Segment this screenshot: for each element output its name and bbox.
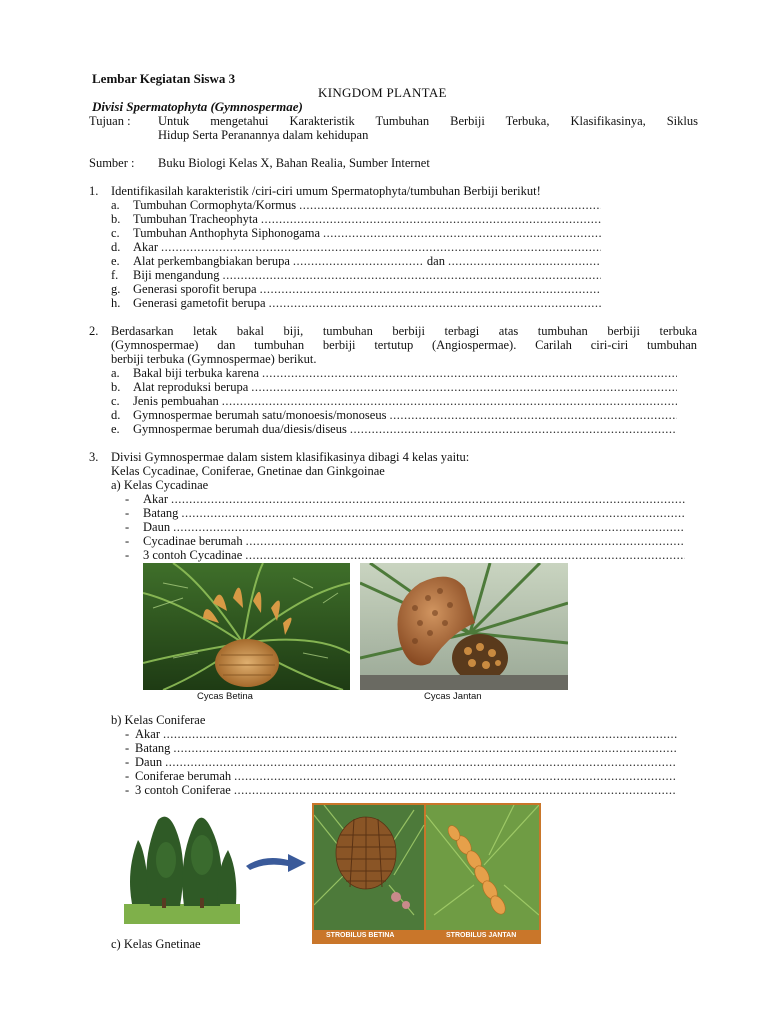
q2-item-mark: d. <box>111 408 121 422</box>
sumber-text: Buku Biologi Kelas X, Bahan Realia, Sumber Internet <box>158 156 430 170</box>
page-title: KINGDOM PLANTAE <box>318 85 447 100</box>
q1-text: Identifikasilah karakteristik /ciri-ciri umum Spermatophyta/tumbuhan Berbiji berikut! <box>111 184 541 198</box>
answer-line[interactable] <box>350 422 677 436</box>
q1-item-and: dan <box>426 254 445 268</box>
coniferae-heading: b) Kelas Coniferae <box>111 713 206 727</box>
cycad-item-label: Batang <box>143 506 179 520</box>
q3-line-1: Divisi Gymnospermae dalam sistem klasifikasinya dibagi 4 kelas yaitu: <box>111 450 470 464</box>
q1-item-mark: b. <box>111 212 121 226</box>
conifer-item-label: 3 contoh Coniferae <box>135 783 231 797</box>
q1-item-label: Tumbuhan Anthophyta Siphonogama <box>133 226 321 240</box>
dash-marker: - <box>125 783 130 797</box>
cycadinae-heading: a) Kelas Cycadinae <box>111 478 209 492</box>
conifer-item-contoh <box>125 783 677 797</box>
q1-item-g <box>111 282 601 296</box>
q1-item-mark: e. <box>111 254 120 268</box>
answer-line[interactable] <box>251 380 677 394</box>
strobilus-female-label: STROBILUS BETINA <box>326 932 395 939</box>
answer-line[interactable] <box>163 727 677 741</box>
conifer-item-label: Batang <box>135 741 171 755</box>
q1-item-mark: g. <box>111 282 121 296</box>
cycad-item-label: Daun <box>143 520 171 534</box>
q1-item-label: Tumbuhan Tracheophyta <box>133 212 258 226</box>
answer-line[interactable] <box>222 394 677 408</box>
cycas-female-caption: Cycas Betina <box>197 691 253 702</box>
cycas-female-photo <box>143 563 350 690</box>
q1-item-mark: c. <box>111 226 120 240</box>
conifer-item-label: Akar <box>135 727 160 741</box>
dash-marker: - <box>125 534 130 548</box>
cycad-item-berumah <box>125 534 685 548</box>
q1-item-label: Biji mengandung <box>133 268 220 282</box>
cycad-item-akar <box>125 492 685 506</box>
sumber-label: Sumber : <box>89 156 135 170</box>
cycad-item-label: Akar <box>143 492 168 506</box>
q1-item-f <box>111 268 601 282</box>
dash-marker: - <box>125 548 130 562</box>
q2-item-label: Bakal biji terbuka karena <box>133 366 259 380</box>
dash-marker: - <box>125 492 130 506</box>
strobilus-male-label: STROBILUS JANTAN <box>446 932 517 939</box>
q1-item-label: Generasi gametofit berupa <box>133 296 266 310</box>
cycad-item-contoh <box>125 548 685 562</box>
conifer-item-berumah <box>125 769 677 783</box>
dash-marker: - <box>125 769 130 783</box>
arrow-icon <box>244 850 308 874</box>
tujuan-label: Tujuan : <box>89 114 131 128</box>
q1-number: 1. <box>89 184 99 198</box>
q1-item-c <box>111 226 601 240</box>
answer-line[interactable] <box>299 198 601 212</box>
conifer-item-daun <box>125 755 677 769</box>
answer-line[interactable] <box>234 769 677 783</box>
q1-item-label: Generasi sporofit berupa <box>133 282 257 296</box>
q1-item-mark: h. <box>111 296 121 310</box>
dash-marker: - <box>125 755 130 769</box>
tujuan-line-2: Hidup Serta Peranannya dalam kehidupan <box>158 128 369 142</box>
q2-item-e <box>111 422 677 436</box>
answer-line[interactable] <box>161 240 601 254</box>
q1-item-d <box>111 240 601 254</box>
answer-line[interactable] <box>234 783 677 797</box>
conifer-item-label: Coniferae berumah <box>135 769 232 783</box>
conifer-item-batang <box>125 741 677 755</box>
cycad-item-daun <box>125 520 685 534</box>
q3-line-2: Kelas Cycadinae, Coniferae, Gnetinae dan Ginkgoinae <box>111 464 385 478</box>
answer-line[interactable] <box>245 548 685 562</box>
sheet-title: Lembar Kegiatan Siswa 3 <box>92 71 236 86</box>
q1-item-label: Alat perkembangbiakan berupa <box>133 254 290 268</box>
q1-item-label: Tumbuhan Cormophyta/Kormus <box>133 198 297 212</box>
q1-item-mark: a. <box>111 198 120 212</box>
answer-line[interactable] <box>222 268 601 282</box>
cycad-item-batang <box>125 506 685 520</box>
answer-line[interactable] <box>165 755 677 769</box>
answer-line[interactable] <box>181 506 685 520</box>
answer-line[interactable] <box>173 741 677 755</box>
q2-item-a <box>111 366 677 380</box>
q2-item-mark: e. <box>111 422 120 436</box>
answer-line[interactable] <box>261 212 601 226</box>
q2-line-3: berbiji terbuka (Gymnospermae) berikut. <box>111 352 317 366</box>
q2-item-label: Gymnospermae berumah dua/diesis/diseus <box>133 422 347 436</box>
dash-marker: - <box>125 727 130 741</box>
q2-number: 2. <box>89 324 99 338</box>
q2-line-1: Berdasarkan letak bakal biji, tumbuhan berbiji terbagi atas tumbuhan berbiji terbuka <box>111 324 697 338</box>
cycad-item-label: 3 contoh Cycadinae <box>143 548 243 562</box>
cycas-male-photo <box>360 563 568 690</box>
answer-line[interactable] <box>293 254 423 268</box>
cycad-item-label: Cycadinae berumah <box>143 534 243 548</box>
answer-line[interactable] <box>171 492 685 506</box>
q1-item-label: Akar <box>133 240 158 254</box>
dash-marker: - <box>125 506 130 520</box>
q2-line-2: (Gymnospermae) dan tumbuhan berbiji tertutup (Angiospermae). Carilah ciri-ciri tumbuhan <box>111 338 697 352</box>
strobilus-photo <box>312 803 541 944</box>
q2-item-label: Jenis pembuahan <box>133 394 219 408</box>
q1-item-h <box>111 296 601 310</box>
q2-item-label: Alat reproduksi berupa <box>133 380 249 394</box>
answer-line[interactable] <box>269 296 601 310</box>
conifer-item-akar <box>125 727 677 741</box>
answer-line[interactable] <box>260 282 601 296</box>
dash-marker: - <box>125 520 130 534</box>
q2-item-mark: a. <box>111 366 120 380</box>
tujuan-line-1: Untuk mengetahui Karakteristik Tumbuhan Berbiji Terbuka, Klasifikasinya, Siklus <box>158 114 698 128</box>
q1-item-mark: f. <box>111 268 119 282</box>
q2-item-mark: c. <box>111 394 120 408</box>
q1-item-b <box>111 212 601 226</box>
q2-item-d <box>111 408 677 422</box>
cycas-male-caption: Cycas Jantan <box>424 691 482 702</box>
q3-number: 3. <box>89 450 99 464</box>
answer-line[interactable] <box>246 534 685 548</box>
answer-line[interactable] <box>173 520 685 534</box>
q2-item-c <box>111 394 677 408</box>
conifer-trees-photo <box>124 800 240 924</box>
answer-line[interactable] <box>262 366 677 380</box>
q1-item-e <box>111 254 601 268</box>
q2-item-mark: b. <box>111 380 121 394</box>
gnetinae-heading: c) Kelas Gnetinae <box>111 937 201 951</box>
answer-line[interactable] <box>323 226 601 240</box>
conifer-item-label: Daun <box>135 755 163 769</box>
q1-item-mark: d. <box>111 240 121 254</box>
division-title: Divisi Spermatophyta (Gymnospermae) <box>92 99 303 114</box>
answer-line[interactable] <box>448 254 601 268</box>
answer-line[interactable] <box>389 408 677 422</box>
q1-item-a <box>111 198 601 212</box>
q2-item-label: Gymnospermae berumah satu/monoesis/monoseus <box>133 408 387 422</box>
dash-marker: - <box>125 741 130 755</box>
q2-item-b <box>111 380 677 394</box>
